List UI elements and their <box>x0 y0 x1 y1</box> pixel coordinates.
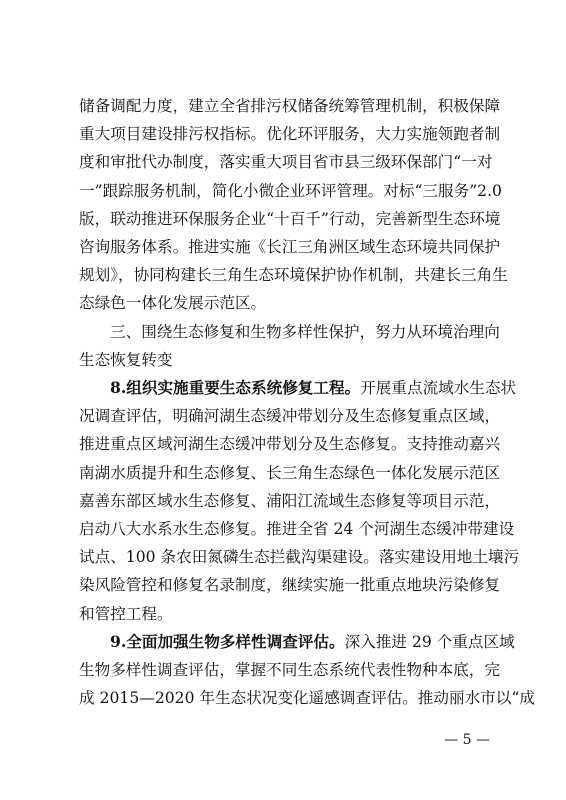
paragraph-line: 生物多样性调查评估，掌握不同生态系统代表性物种本底，完 <box>79 661 501 679</box>
paragraph-line: 南湖水质提升和生态修复、长三角生态绿色一体化发展示范区 <box>79 463 501 482</box>
paragraph-line: 重大项目建设排污权指标。优化环评服务，大力实施领跑者制 <box>79 125 501 144</box>
item-heading-8: 8.组织实施重要生态系统修复工程。 <box>110 378 361 397</box>
paragraph-line: 一”跟踪服务机制，简化小微企业环评管理。对标“三服务”2.0 <box>79 181 502 200</box>
paragraph-line <box>110 373 517 403</box>
paragraph-line: 试点、100 条农田氮磷生态拦截沟渠建设。落实建设用地土壤污 <box>79 548 520 567</box>
paragraph-line <box>110 627 515 657</box>
paragraph-line: 规划》，协同构建长三角生态环境保护协作机制，共建长三角生 <box>79 266 508 285</box>
paragraph-line: 成 2015—2020 年生态状况变化遥感调查评估。推动丽水市以“成 <box>79 689 535 708</box>
section-heading-line: 生态恢复转变 <box>79 350 173 369</box>
section-heading-line: 三、围绕生态修复和生物多样性保护，努力从环境治理向 <box>110 322 500 341</box>
paragraph-line: 况调查评估，明确河湖生态缓冲带划分及生态修复重点区域， <box>79 407 501 426</box>
paragraph-line: 推进重点区域河湖生态缓冲带划分及生态修复。支持推动嘉兴 <box>79 435 501 454</box>
paragraph-line: 嘉善东部区域水生态修复、浦阳江流域生态修复等项目示范， <box>79 491 501 510</box>
paragraph-line: 染风险管控和修复名录制度，继续实施一批重点地块污染修复 <box>79 576 501 595</box>
paragraph-line: 咨询服务体系。推进实施《长江三角洲区域生态环境共同保护 <box>79 238 501 256</box>
paragraph-line: 态绿色一体化发展示范区。 <box>79 294 267 313</box>
page-number: — 5 — <box>444 732 490 748</box>
paragraph-line: 度和审批代办制度，落实重大项目省市县三级环保部门“一对 <box>79 153 493 172</box>
item-text: 开展重点流域水生态状 <box>360 379 517 397</box>
paragraph-line: 和管控工程。 <box>79 604 173 623</box>
paragraph-line: 启动八大水系水生态修复。推进全省 24 个河湖生态缓冲带建设 <box>79 520 515 538</box>
item-heading-9: 9.全面加强生物多样性调查评估。 <box>110 631 345 651</box>
item-text: 深入推进 29 个重点区域 <box>344 632 515 651</box>
paragraph-line: 版，联动推进环保服务企业“十百千”行动，完善新型生态环境 <box>79 209 501 228</box>
paragraph-line: 储备调配力度，建立全省排污权储备统筹管理机制，积极保障 <box>79 97 501 115</box>
